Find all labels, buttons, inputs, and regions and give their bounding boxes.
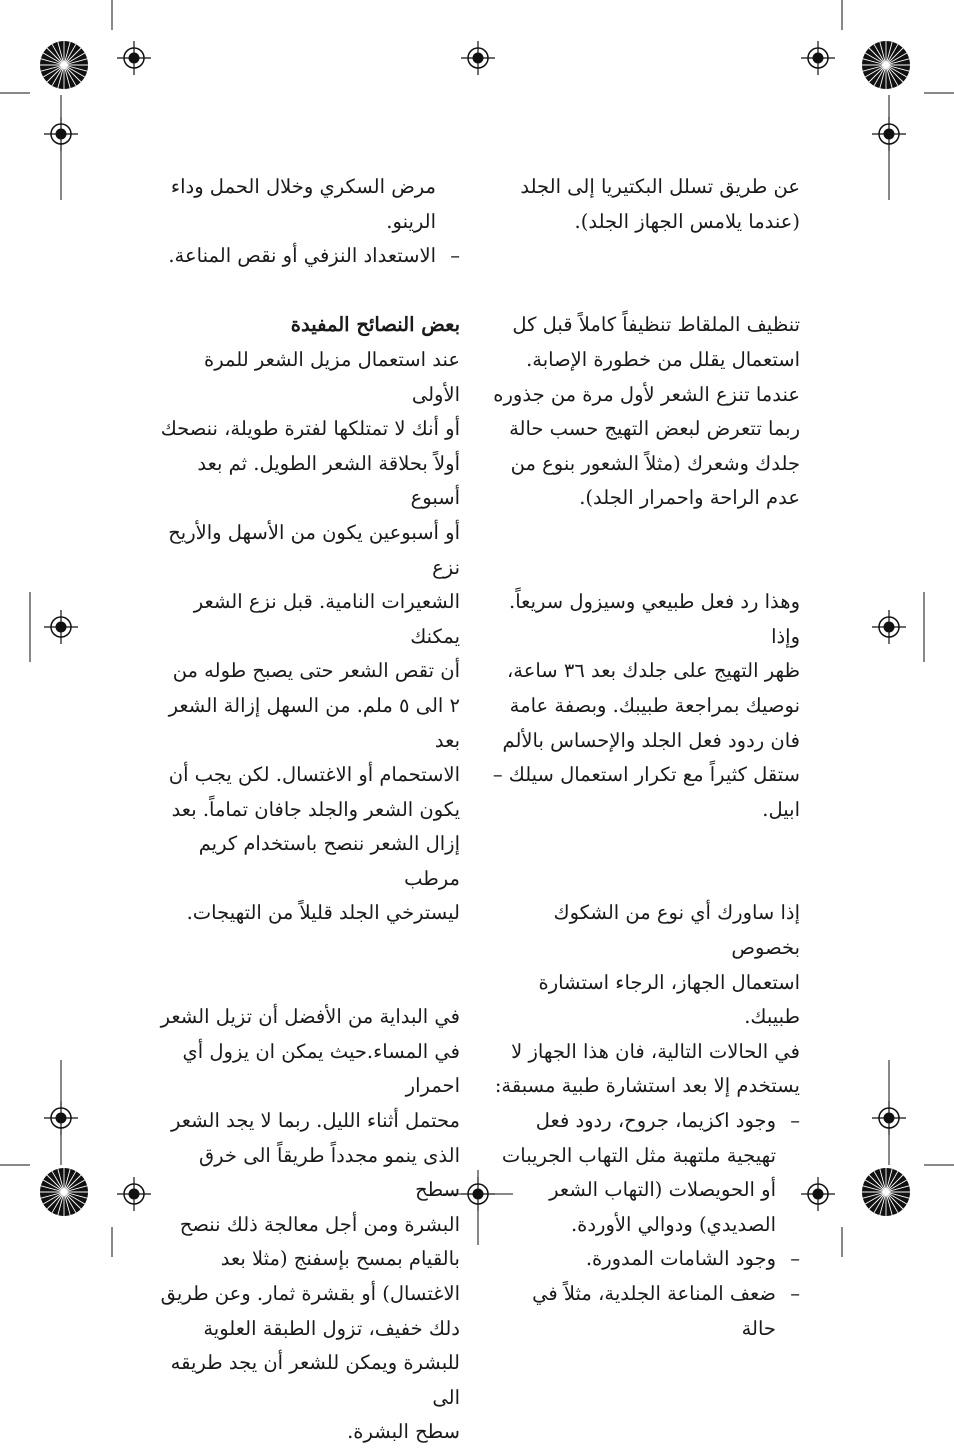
text-line: ظهر التهيج على جلدك بعد ٣٦ ساعة، <box>506 659 800 683</box>
text-line: وجود اكزيما، جروح، ردود فعل <box>535 1109 776 1133</box>
text-line: البشرة ومن أجل معالجة ذلك ننصح <box>179 1212 460 1236</box>
text-line: وهذا رد فعل طبيعي وسيزول سريعاً. وإذا <box>509 590 800 648</box>
text-line: دلك خفيف، تزول الطبقة العلوية <box>203 1316 460 1340</box>
text-line: الاغتسال) أو بقشرة ثمار. وعن طريق <box>160 1282 460 1305</box>
text-line: وجود الشامات المدورة. <box>585 1247 776 1271</box>
left-column <box>152 170 460 1450</box>
dash-bullet: – <box>790 1109 800 1133</box>
text-line: مرض السكري وخلال الحمل وداء <box>170 175 436 198</box>
text-line: استعمال الجهاز، الرجاء استشارة طبيبك. <box>538 970 800 1029</box>
text-line: في البداية من الأفضل أن تزيل الشعر <box>160 1005 460 1029</box>
text-line: يستخدم إلا بعد استشارة طبية مسبقة: <box>494 1074 800 1098</box>
text-line: للبشرة ويمكن للشعر أن يجد طريقه الى <box>170 1351 460 1409</box>
text-line: الصديدي) ودوالي الأوردة. <box>570 1212 776 1236</box>
text-line: تنظيف الملقاط تنظيفاً كاملاً قبل كل <box>512 313 800 337</box>
text-line: بالقيام بمسح بإسفنج (مثلا بعد <box>220 1247 460 1271</box>
list-continuation <box>152 170 460 239</box>
text-line: جلدك وشعرك (مثلاً الشعور بنوع من <box>510 451 800 475</box>
text-line: الشعيرات النامية. قبل نزع الشعر يمكنك <box>193 590 460 648</box>
text-line: أولاً بحلاقة الشعر الطويل. ثم بعد أسبوع <box>197 451 460 510</box>
text-line: إزال الشعر ننصح باستخدام كريم مرطب <box>198 832 460 890</box>
list-item <box>492 1242 800 1277</box>
text-line: (عندما يلامس الجهاز الجلد). <box>574 209 800 233</box>
text-line: ابيل. <box>762 797 800 821</box>
text-line: عندما تنزع الشعر لأول مرة من جذوره <box>493 382 800 406</box>
paragraph-first-use <box>152 343 460 931</box>
paragraph-reaction <box>492 585 800 827</box>
text-line: في المساء.حيث يمكن ان يزول أي احمرار <box>182 1039 460 1098</box>
text-line: الاستعداد النزفي أو نقص المناعة. <box>168 244 436 268</box>
text-line: إذا ساورك أي نوع من الشكوك بخصوص <box>553 901 800 960</box>
list-item <box>492 1277 800 1346</box>
text-line: تهيجية ملتهبة مثل التهاب الجريبات <box>501 1143 776 1167</box>
text-line: نوصيك بمراجعة طبيبك. وبصفة عامة <box>509 693 800 717</box>
paragraph-cleaning <box>492 308 800 516</box>
text-line: فان ردود فعل الجلد والإحساس بالألم <box>502 728 800 752</box>
text-line: أن تقص الشعر حتى يصبح طوله من <box>172 659 460 683</box>
paragraph-doubts <box>492 896 800 1104</box>
dash-bullet: – <box>450 244 460 268</box>
text-line: ليسترخي الجلد قليلاً من التهيجات. <box>186 901 460 925</box>
dash-bullet: – <box>790 1282 800 1305</box>
paragraph-evening <box>152 1000 460 1450</box>
text-line: استعمال يقلل من خطورة الإصابة. <box>526 347 800 371</box>
text-line: ستقل كثيراً مع تكرار استعمال سيلك – <box>492 763 800 787</box>
text-line: عند استعمال مزيل الشعر للمرة الأولى <box>204 347 460 406</box>
list-item <box>152 239 460 274</box>
text-line: ربما تتعرض لبعض التهيج حسب حالة <box>509 417 800 441</box>
text-line: عن طريق تسلل البكتيريا إلى الجلد <box>520 175 800 198</box>
text-line: في الحالات التالية، فان هذا الجهاز لا <box>511 1039 800 1063</box>
text-line: الرينو. <box>386 209 436 233</box>
text-line: أو أنك لا تمتلكها لفترة طويلة، ننصحك <box>160 417 460 441</box>
text-line: الاستحمام أو الاغتسال. لكن يجب أن <box>168 763 460 787</box>
dash-bullet: – <box>790 1247 800 1271</box>
text-line: أو أسبوعين يكون من الأسهل والأريح نزع <box>168 520 460 579</box>
text-line: سطح البشرة. <box>347 1420 460 1444</box>
text-line: عدم الراحة واحمرار الجلد). <box>579 486 800 510</box>
text-line: ٢ الى ٥ ملم. من السهل إزالة الشعر بعد <box>168 693 460 752</box>
text-line: أو الحويصلات (التهاب الشعر <box>549 1178 776 1202</box>
paragraph-bacteria <box>492 170 800 239</box>
text-line: محتمل أثناء الليل. ربما لا يجد الشعر <box>170 1109 460 1133</box>
list-item <box>492 1104 800 1242</box>
text-line: الذى ينمو مجدداً طريقاً الى خرق سطح <box>199 1143 460 1202</box>
right-column <box>492 170 800 1346</box>
text-line: ضعف المناعة الجلدية، مثلاً في حالة <box>532 1282 776 1340</box>
text-line: يكون الشعر والجلد جافان تماماً. بعد <box>171 797 460 821</box>
section-heading: بعض النصائح المفيدة <box>290 313 460 337</box>
